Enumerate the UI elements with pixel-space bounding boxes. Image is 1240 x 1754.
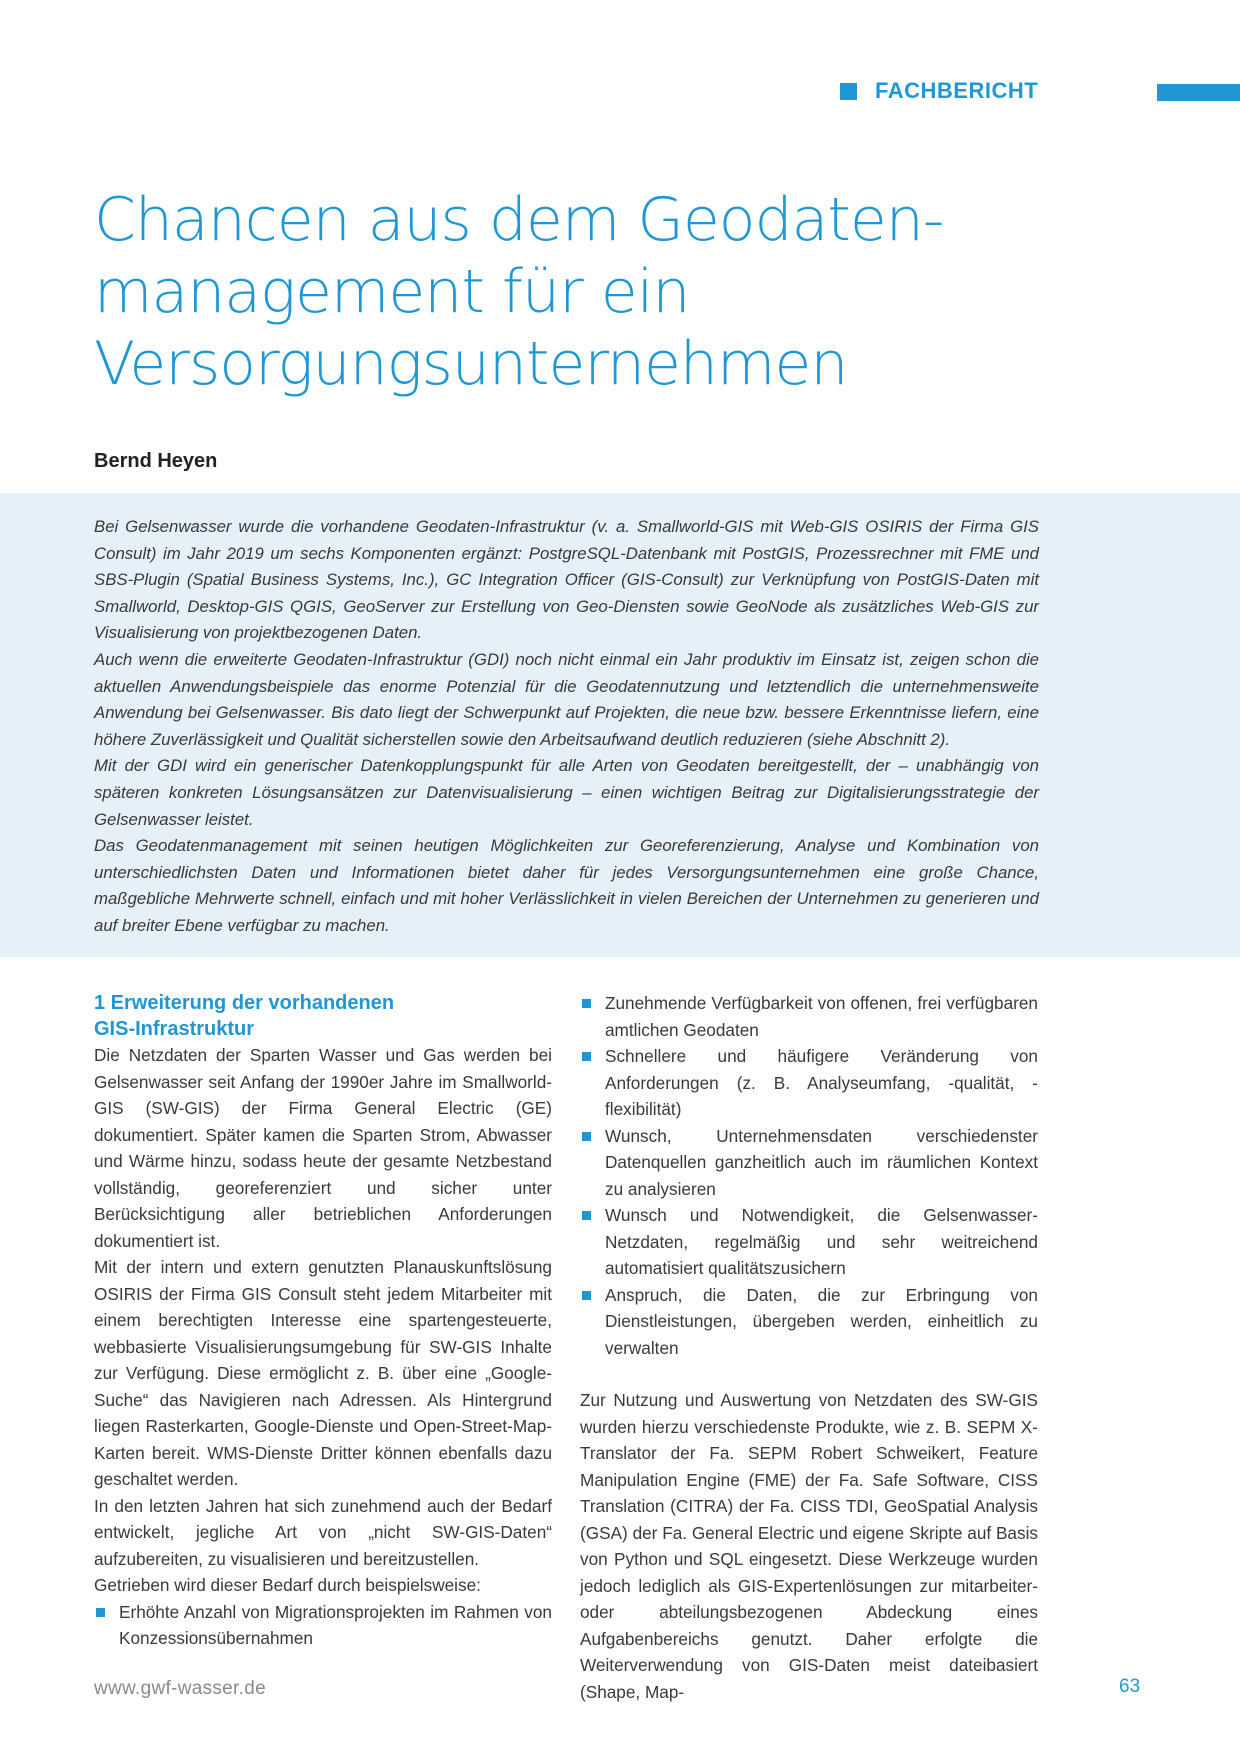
abstract-paragraph: Bei Gelsenwasser wurde die vorhandene Geodaten-Infrastruktur (v. a. Smallworld-GIS mit Web-GIS OSIRIS der Firma GIS Consult) im Jahr 2019 um sechs Komponenten ergänzt: PostgreSQL-Datenbank mit PostGIS, Prozessrechner mit FME und SBS-Plugin (Spatial Business Systems, Inc.), GC Integration Officer (GIS-Consult) zur Verknüpfung von PostGIS-Daten mit Smallworld, Desktop-GIS QGIS, GeoServer zur Erstellung von Geo-Diensten sowie GeoNode als zusätzliches Web-GIS zur Visualisierung von projektbezogenen Daten.	[94, 517, 1039, 643]
bullet-item	[580, 1123, 1038, 1203]
bullet-square-icon	[582, 1132, 591, 1141]
bullet-text: Schnellere und häufigere Veränderung von Anforderungen (z. B. Analyseumfang, -qualität, -flexibilität)	[605, 1046, 1038, 1119]
header-accent-bar	[1157, 84, 1240, 101]
body-paragraph: Die Netzdaten der Sparten Wasser und Gas werden bei Gelsenwasser seit Anfang der 1990er Jahre im Smallworld-GIS (SW-GIS) der Firma General Electric (GE) dokumentiert. Später kamen die Sparten Strom, Abwasser und Wärme hinzu, sodass heute der gesamte Netzbestand vollständig, georeferenziert und sicher unter Berücksichtigung aller betrieblichen Anforderungen dokumentiert ist.	[94, 1045, 552, 1251]
bullet-square-icon	[582, 1211, 591, 1220]
section-marker-square	[840, 83, 857, 100]
bullet-item	[94, 1599, 552, 1652]
footer-website[interactable]: www.gwf-wasser.de	[94, 1678, 266, 1699]
title-line: management für ein	[94, 257, 690, 327]
bullet-square-icon	[582, 1291, 591, 1300]
article-title	[94, 184, 1094, 400]
body-column-left	[94, 990, 552, 1652]
bullet-list	[94, 1599, 552, 1652]
section-heading-line: 1 Erweiterung der vorhandenen	[94, 992, 395, 1014]
bullet-item	[580, 990, 1038, 1043]
body-paragraph: Mit der intern und extern genutzten Planauskunftslösung OSIRIS der Firma GIS Consult steht jedem Mitarbeiter mit einem berechtigten Interesse eine spartengesteuerte, webbasierte Visualisierungsumgebung für SW-GIS Inhalte zur Verfügung. Diese ermöglicht z. B. über eine „Google-Suche“ das Navigieren nach Adressen. Als Hintergrund liegen Rasterkarten, Google-Dienste und Open-Street-Map-Karten bereit. WMS-Dienste Dritter können ebenfalls dazu geschaltet werden.	[94, 1257, 552, 1489]
bullet-list	[580, 990, 1038, 1361]
bullet-text: Zunehmende Verfügbarkeit von offenen, frei verfügbaren amtlichen Geodaten	[605, 993, 1038, 1040]
bullet-text: Erhöhte Anzahl von Migrationsprojekten im Rahmen von Konzessionsübernahmen	[119, 1601, 552, 1648]
section-heading	[94, 990, 552, 1042]
bullet-square-icon	[96, 1608, 105, 1617]
bullet-item	[580, 1202, 1038, 1282]
abstract-paragraph: Auch wenn die erweiterte Geodaten-Infrastruktur (GDI) noch nicht einmal ein Jahr produktiv im Einsatz ist, zeigen schon die aktuellen Anwendungsbeispiele das enorme Potenzial für die Geodatennutzung und letztendlich die unternehmensweite Anwendung bei Gelsenwasser. Bis dato liegt der Schwerpunkt auf Projekten, die neue bzw. bessere Erkenntnisse liefern, eine höhere Zuverlässigkeit und Qualität sicherstellen sowie den Arbeitsaufwand deutlich reduzieren (siehe Abschnitt 2).	[94, 649, 1039, 749]
abstract-paragraph: Das Geodatenmanagement mit seinen heutigen Möglichkeiten zur Georeferenzierung, Analyse und Kombination von unterschiedlichsten Daten und Informationen bietet daher für jedes Versorgungsunternehmen eine große Chance, maßgebliche Mehrwerte schnell, einfach und mit hoher Verlässlichkeit in vielen Bereichen der Unternehmen zu generieren und auf breiter Ebene verfügbar zu machen.	[94, 836, 1039, 935]
bullet-item	[580, 1043, 1038, 1123]
body-paragraph: In den letzten Jahren hat sich zunehmend auch der Bedarf entwickelt, jegliche Art von „nicht SW-GIS-Daten“ aufzubereiten, zu visualisieren und bereitzustellen.	[94, 1495, 552, 1569]
body-paragraph: Getrieben wird dieser Bedarf durch beispielsweise:	[94, 1575, 481, 1595]
author-name: Bernd Heyen	[94, 450, 218, 472]
body-paragraph: Zur Nutzung und Auswertung von Netzdaten des SW-GIS wurden hierzu verschiedenste Produkte, wie z. B. SEPM X-Translator der Fa. SEPM Robert Schweikert, Feature Manipulation Engine (FME) der Fa. Safe Software, CISS Translation (CITRA) der Fa. CISS TDI, GeoSpatial Analysis (GSA) der Fa. General Electric und eigene Skripte auf Basis von Python und SQL eingesetzt. Diese Werkzeuge wurden jedoch lediglich als GIS-Expertenlösungen zur mitarbeiter- oder abteilungsbezogenen Abdeckung eines Aufgabenbereichs genutzt. Daher erfolgte die Weiterverwendung von GIS-Daten meist dateibasiert (Shape, Map-	[580, 1390, 1038, 1702]
paragraph-spacer	[580, 1361, 1038, 1387]
page-number: 63	[1119, 1676, 1141, 1697]
abstract-paragraph: Mit der GDI wird ein generischer Datenkopplungspunkt für alle Arten von Geodaten bereitgestellt, der – unabhängig von späteren konkreten Lösungsansätzen zur Datenvisualisierung – einen wichtigen Beitrag zur Digitalisierungsstrategie der Gelsenwasser leistet.	[94, 756, 1039, 829]
body-column-right	[580, 990, 1038, 1705]
title-line: Versorgungsunternehmen	[94, 329, 848, 399]
bullet-text: Anspruch, die Daten, die zur Erbringung von Dienstleistungen, übergeben werden, einheitlich zu verwalten	[605, 1284, 1038, 1358]
section-heading-line: GIS-Infrastruktur	[94, 1018, 255, 1040]
bullet-text: Wunsch und Notwendigkeit, die Gelsenwasser-Netzdaten, regelmäßig und sehr weitreichend automatisiert qualitätszusichern	[605, 1205, 1038, 1278]
abstract	[94, 514, 1039, 940]
bullet-text: Wunsch, Unternehmensdaten verschiedenster Datenquellen ganzheitlich auch im räumlichen Kontext zu analysieren	[605, 1125, 1038, 1199]
bullet-item	[580, 1282, 1038, 1362]
bullet-square-icon	[582, 1052, 591, 1061]
bullet-square-icon	[582, 999, 591, 1008]
title-line: Chancen aus dem Geodaten-	[94, 185, 944, 255]
section-label: FACHBERICHT	[875, 78, 1039, 103]
